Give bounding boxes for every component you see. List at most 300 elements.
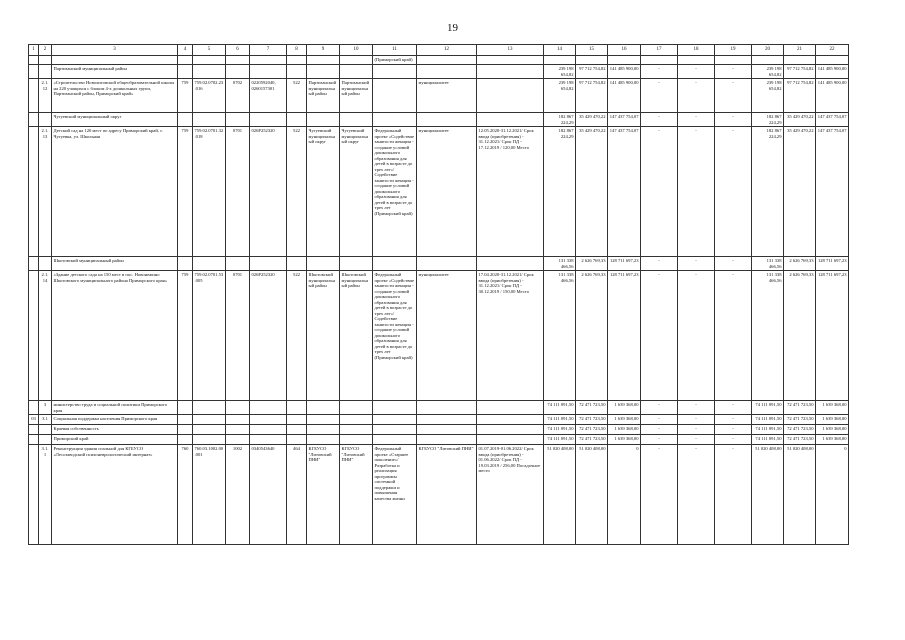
table-cell: 72 471 723,50 <box>576 415 608 425</box>
table-row <box>29 445 849 545</box>
table-cell: Федеральный проект «Содействие занятости женщин - создание условий дошкольного образования для детей в возрасте до трех лет»/Содействие занятости женщин - создание условий дошкольного образования для детей в возрасте до трех лет (Приморский край) <box>373 127 417 257</box>
table-cell <box>417 435 477 445</box>
table-cell: 03 <box>29 415 39 425</box>
table-cell: 464 <box>287 445 307 545</box>
table-cell: 239 198 654,82 <box>544 65 576 79</box>
table-cell: Чугуевский муниципальный округ <box>340 127 373 257</box>
table-cell <box>373 79 417 113</box>
table-cell <box>752 56 784 65</box>
table-cell <box>307 415 340 425</box>
table-cell: - <box>678 401 715 415</box>
table-cell <box>544 56 576 65</box>
table-cell: 72 471 723,50 <box>576 401 608 415</box>
table-cell: 0 <box>608 445 641 545</box>
table-cell: - <box>715 257 752 271</box>
table-cell: 2 626 769,33 <box>784 271 816 401</box>
table-cell <box>193 113 226 127</box>
table-cell: - <box>641 257 678 271</box>
table-cell <box>340 415 373 425</box>
data-table <box>28 44 849 545</box>
table-cell <box>784 56 816 65</box>
table-cell: 74 111 091,50 <box>752 415 784 425</box>
table-cell: - <box>715 113 752 127</box>
header-cell: 11 <box>373 45 417 56</box>
table-cell <box>307 425 340 435</box>
table-cell: 72 471 723,50 <box>784 435 816 445</box>
table-cell: КГБУСО "Литовский ПНИ" <box>307 445 340 545</box>
table-cell <box>417 65 477 79</box>
table-cell: КГБУСО "Литовский ПНИ" <box>340 445 373 545</box>
table-cell: 522 <box>287 79 307 113</box>
table-cell: 1 639 368,00 <box>816 425 849 435</box>
table-cell: 74 111 091,50 <box>752 435 784 445</box>
header-cell: 17 <box>641 45 678 56</box>
table-cell <box>340 113 373 127</box>
table-cell: 72 471 723,50 <box>576 425 608 435</box>
table-cell <box>287 415 307 425</box>
table-cell <box>39 113 52 127</box>
table-cell <box>39 65 52 79</box>
table-cell: 74 111 091,50 <box>752 425 784 435</box>
table-cell: 141 485 900,00 <box>816 79 849 113</box>
table-cell: 72 471 723,50 <box>784 401 816 415</box>
table-cell <box>193 425 226 435</box>
table-cell: муниципалитет <box>417 127 477 257</box>
table-cell <box>287 113 307 127</box>
table-cell <box>178 56 193 65</box>
table-cell: - <box>678 79 715 113</box>
table-cell: 97 712 754,82 <box>784 65 816 79</box>
table-cell: 3.1.1 <box>39 445 52 545</box>
table-cell: - <box>641 113 678 127</box>
table-cell: - <box>715 79 752 113</box>
table-cell <box>29 271 39 401</box>
table-cell <box>373 425 417 435</box>
table-cell <box>29 425 39 435</box>
table-cell <box>250 257 287 271</box>
table-cell <box>29 65 39 79</box>
table-cell <box>226 435 250 445</box>
table-cell <box>193 65 226 79</box>
table-cell <box>287 425 307 435</box>
header-cell: 14 <box>544 45 576 56</box>
table-cell: Приморский край <box>52 435 178 445</box>
table-cell: - <box>678 425 715 435</box>
table-cell: Шкотовский муниципальный район <box>307 271 340 401</box>
table-cell <box>477 79 544 113</box>
header-cell: 8 <box>287 45 307 56</box>
table-cell: 026P252320 <box>250 271 287 401</box>
table-row <box>29 425 849 435</box>
header-cell: 19 <box>715 45 752 56</box>
table-cell: 128 711 697,23 <box>816 271 849 401</box>
table-cell: - <box>715 415 752 425</box>
table-cell: 1 639 368,00 <box>608 435 641 445</box>
table-cell <box>678 56 715 65</box>
table-cell: - <box>715 425 752 435</box>
header-cell: 1 <box>29 45 39 56</box>
table-cell: Чугуевский муниципальный округ <box>52 113 178 127</box>
table-row <box>29 113 849 127</box>
table-cell: - <box>678 435 715 445</box>
table-cell: 759.02.0702.23.016 <box>193 79 226 113</box>
table-row <box>29 257 849 271</box>
table-cell: 141 485 900,00 <box>608 65 641 79</box>
table-cell: 1002 <box>226 445 250 545</box>
table-cell <box>226 425 250 435</box>
table-cell <box>340 56 373 65</box>
table-cell: «Здание детского сада на 150 мест в пос. Новонежино Шкотовского муниципального района Приморского края» <box>52 271 178 401</box>
table-cell: 1 639 368,00 <box>816 435 849 445</box>
table-cell <box>250 425 287 435</box>
header-cell: 2 <box>39 45 52 56</box>
table-cell: 147 437 754,07 <box>608 127 641 257</box>
table-cell: 239 198 654,82 <box>752 65 784 79</box>
table-cell <box>39 257 52 271</box>
table-cell: 3.1 <box>39 415 52 425</box>
table-row <box>29 79 849 113</box>
table-cell <box>226 401 250 415</box>
table-cell: - <box>678 415 715 425</box>
table-cell: - <box>715 127 752 257</box>
table-cell: - <box>641 79 678 113</box>
table-cell <box>307 257 340 271</box>
table-cell: 35 429 470,22 <box>576 113 608 127</box>
table-cell <box>373 401 417 415</box>
table-cell: 522 <box>287 271 307 401</box>
table-row <box>29 415 849 425</box>
header-cell: 5 <box>193 45 226 56</box>
table-cell <box>373 113 417 127</box>
table-cell: 97 712 754,82 <box>576 79 608 113</box>
table-cell <box>29 401 39 415</box>
table-cell: 35 429 470,22 <box>576 127 608 257</box>
table-cell <box>226 113 250 127</box>
table-cell <box>39 435 52 445</box>
table-cell <box>477 65 544 79</box>
table-cell: 759 <box>178 127 193 257</box>
table-cell: 2 626 769,33 <box>576 257 608 271</box>
table-cell <box>816 56 849 65</box>
table-cell: 760 <box>178 445 193 545</box>
page-number: 19 <box>447 22 458 34</box>
table-cell: 141 485 900,00 <box>608 79 641 113</box>
table-cell: 72 471 723,50 <box>576 435 608 445</box>
table-cell: министерство труда и социальной политики Приморского края <box>52 401 178 415</box>
table-cell: 182 867 224,29 <box>544 113 576 127</box>
table-cell: Партизанский муниципальный район <box>340 79 373 113</box>
table-cell <box>193 257 226 271</box>
table-cell <box>52 56 178 65</box>
table-cell <box>417 257 477 271</box>
table-cell <box>287 435 307 445</box>
table-cell: 51 020 408,00 <box>752 445 784 545</box>
table-cell <box>178 435 193 445</box>
header-cell: 3 <box>52 45 178 56</box>
table-cell: 128 711 697,23 <box>816 257 849 271</box>
table-cell: 51 020 408,00 <box>784 445 816 545</box>
table-cell <box>417 113 477 127</box>
table-cell: 128 711 697,23 <box>608 257 641 271</box>
header-cell: 18 <box>678 45 715 56</box>
table-cell: 147 437 754,07 <box>608 113 641 127</box>
table-cell <box>193 401 226 415</box>
table-cell: 12.05.2020-31.12.2021/ Срок ввода (приобретения) - 31.12.2021/ Срок ПД - 17.12.2019 / 120,00 Место <box>477 127 544 257</box>
table-cell: 759.02.0701.53.005 <box>193 271 226 401</box>
table-cell: Чугуевский муниципальный округ <box>307 127 340 257</box>
table-cell: 35 429 470,22 <box>784 113 816 127</box>
table-cell <box>29 257 39 271</box>
table-cell: 0220592040, 0260157301 <box>250 79 287 113</box>
table-cell <box>287 257 307 271</box>
table-cell: 182 867 224,29 <box>752 113 784 127</box>
table-cell: 128 711 697,23 <box>608 271 641 401</box>
table-cell: 147 437 754,07 <box>816 127 849 257</box>
table-cell <box>193 415 226 425</box>
table-cell: - <box>678 65 715 79</box>
table-cell <box>29 113 39 127</box>
table-cell <box>307 65 340 79</box>
table-cell <box>287 56 307 65</box>
table-cell: 01.07.2019-01.06.2022/ Срок ввода (приобретения) - 01.06.2022/ Срок ПД - 19.03.2019 / 256,00 Посадочное место <box>477 445 544 545</box>
table-cell: Реконструкция здания спальной для КГБУСО «Лесозаводский психоневрологический интернат» <box>52 445 178 545</box>
table-cell: 147 437 754,07 <box>816 113 849 127</box>
table-cell: КГБУСО "Литовский ПНИ" <box>417 445 477 545</box>
table-cell: 0702 <box>226 79 250 113</box>
table-cell <box>178 113 193 127</box>
table-row <box>29 271 849 401</box>
table-cell: - <box>715 445 752 545</box>
table-body <box>29 45 849 545</box>
table-cell <box>340 401 373 415</box>
header-cell: 7 <box>250 45 287 56</box>
table-cell <box>340 425 373 435</box>
header-cell: 15 <box>576 45 608 56</box>
table-cell <box>477 113 544 127</box>
table-cell: - <box>715 401 752 415</box>
table-cell: 141 485 900,00 <box>816 65 849 79</box>
table-cell <box>178 415 193 425</box>
table-cell: 1 639 368,00 <box>608 401 641 415</box>
table-cell: Детский сад на 120 мест по адресу Приморский край, с. Чугуевка, ул. Школьная <box>52 127 178 257</box>
table-cell <box>477 435 544 445</box>
header-cell: 16 <box>608 45 641 56</box>
table-cell: 0340543640 <box>250 445 287 545</box>
table-cell: муниципалитет <box>417 79 477 113</box>
table-cell <box>226 415 250 425</box>
table-cell <box>608 56 641 65</box>
table-cell <box>250 401 287 415</box>
table-cell: Краевая собственность <box>52 425 178 435</box>
table-cell <box>250 56 287 65</box>
table-cell <box>641 56 678 65</box>
table-row <box>29 127 849 257</box>
table-cell <box>373 65 417 79</box>
table-cell <box>715 56 752 65</box>
table-cell: - <box>641 127 678 257</box>
table-cell <box>373 415 417 425</box>
table-cell: 759.02.0701.32.018 <box>193 127 226 257</box>
table-cell: 131 338 466,56 <box>752 271 784 401</box>
table-cell <box>178 257 193 271</box>
header-cell: 21 <box>784 45 816 56</box>
table-cell: - <box>641 435 678 445</box>
table-cell: - <box>715 435 752 445</box>
table-cell: 51 020 408,00 <box>576 445 608 545</box>
table-cell <box>250 415 287 425</box>
table-cell: 182 867 224,29 <box>544 127 576 257</box>
table-cell: 2.1.14 <box>39 271 52 401</box>
header-cell: 6 <box>226 45 250 56</box>
table-cell: 97 712 754,82 <box>784 79 816 113</box>
table-cell <box>178 425 193 435</box>
table-cell <box>340 435 373 445</box>
table-cell: - <box>678 113 715 127</box>
table-cell <box>226 65 250 79</box>
header-cell: 12 <box>417 45 477 56</box>
table-cell: - <box>715 271 752 401</box>
table-cell: 17.04.2020-31.12.2021/ Срок ввода (приобретения) - 31.12.2021/ Срок ПД - 30.12.2019 / 150,00 Место <box>477 271 544 401</box>
table-cell: - <box>678 257 715 271</box>
table-cell <box>417 401 477 415</box>
table-cell: 3 <box>39 401 52 415</box>
table-cell <box>417 56 477 65</box>
table-cell: 35 429 470,22 <box>784 127 816 257</box>
table-cell <box>250 113 287 127</box>
table-cell: 2.1.12 <box>39 79 52 113</box>
table-cell: 0 <box>816 445 849 545</box>
header-cell: 22 <box>816 45 849 56</box>
table-cell <box>477 415 544 425</box>
table-cell: 74 111 091,50 <box>544 435 576 445</box>
table-cell: 131 338 466,56 <box>544 257 576 271</box>
table-cell: 759 <box>178 271 193 401</box>
table-cell <box>193 56 226 65</box>
table-row <box>29 435 849 445</box>
table-cell: 74 111 091,50 <box>544 415 576 425</box>
table-cell: - <box>641 415 678 425</box>
table-cell <box>417 425 477 435</box>
table-cell: 182 867 224,29 <box>752 127 784 257</box>
table-cell <box>287 401 307 415</box>
header-cell: 20 <box>752 45 784 56</box>
table-cell <box>250 435 287 445</box>
table-cell <box>178 401 193 415</box>
table-cell <box>226 257 250 271</box>
table-cell: - <box>678 271 715 401</box>
table-cell <box>29 127 39 257</box>
table-cell <box>307 56 340 65</box>
table-cell: - <box>641 401 678 415</box>
table-cell: муниципалитет <box>417 271 477 401</box>
table-cell: Шкотовский муниципальный район <box>52 257 178 271</box>
table-cell: 131 338 466,56 <box>752 257 784 271</box>
table-cell <box>29 445 39 545</box>
table-cell: 760.03.1002.00.001 <box>193 445 226 545</box>
table-cell <box>39 56 52 65</box>
table-cell <box>477 257 544 271</box>
table-cell: 1 639 368,00 <box>608 415 641 425</box>
table-cell <box>307 113 340 127</box>
table-cell: 026P252320 <box>250 127 287 257</box>
table-cell: Партизанский муниципальный район <box>52 65 178 79</box>
header-cell: 10 <box>340 45 373 56</box>
table-cell <box>29 56 39 65</box>
table-cell: 74 111 091,50 <box>752 401 784 415</box>
table-cell <box>226 56 250 65</box>
table-cell: 72 471 723,50 <box>784 415 816 425</box>
table-cell <box>29 79 39 113</box>
table-cell: Партизанский муниципальный район <box>307 79 340 113</box>
table-cell <box>576 56 608 65</box>
table-cell: - <box>641 425 678 435</box>
table-cell: - <box>678 127 715 257</box>
table-cell <box>340 257 373 271</box>
table-cell: 522 <box>287 127 307 257</box>
table-cell: - <box>641 445 678 545</box>
table-row <box>29 56 849 65</box>
header-row <box>29 45 849 56</box>
table-cell <box>477 401 544 415</box>
table-cell <box>477 56 544 65</box>
table-cell: 239 198 654,82 <box>752 79 784 113</box>
table-cell <box>307 401 340 415</box>
header-cell: 13 <box>477 45 544 56</box>
table-cell: 759 <box>178 79 193 113</box>
table-cell <box>178 65 193 79</box>
table-cell: Шкотовский муниципальный район <box>340 271 373 401</box>
header-cell: 4 <box>178 45 193 56</box>
table-row <box>29 65 849 79</box>
table-cell: 0701 <box>226 127 250 257</box>
table-cell: 1 639 368,00 <box>816 415 849 425</box>
table-cell <box>373 257 417 271</box>
table-cell: 2 626 769,33 <box>576 271 608 401</box>
table-cell: - <box>641 65 678 79</box>
table-cell: 1 639 368,00 <box>816 401 849 415</box>
table-cell: - <box>641 271 678 401</box>
table-cell: (Приморский край) <box>373 56 417 65</box>
table-row <box>29 401 849 415</box>
table-cell: Федеральный проект «Старшее поколение»/Разработка и реализация программы системной поддержки и повышения качества жизни <box>373 445 417 545</box>
table-cell <box>39 425 52 435</box>
table-cell: 2 626 769,33 <box>784 257 816 271</box>
table-cell <box>307 435 340 445</box>
table-cell: - <box>715 65 752 79</box>
table-cell: 74 111 091,50 <box>544 401 576 415</box>
table-cell: - <box>678 445 715 545</box>
table-cell <box>193 435 226 445</box>
table-cell: 97 712 754,82 <box>576 65 608 79</box>
table-cell: 239 198 654,82 <box>544 79 576 113</box>
table-cell: 0701 <box>226 271 250 401</box>
table-cell <box>29 435 39 445</box>
table-cell <box>477 425 544 435</box>
table-cell: Социальная поддержка населения Приморского края <box>52 415 178 425</box>
table-cell: Федеральный проект «Содействие занятости женщин - создание условий дошкольного образования для детей в возрасте до трех лет»/Содействие занятости женщин - создание условий дошкольного образования для детей в возрасте до трех лет (Приморский край) <box>373 271 417 401</box>
table-cell: 72 471 723,50 <box>784 425 816 435</box>
table-cell <box>373 435 417 445</box>
table-cell: 51 020 408,00 <box>544 445 576 545</box>
table-cell <box>340 65 373 79</box>
table-cell: 2.1.13 <box>39 127 52 257</box>
table-cell: 131 338 466,56 <box>544 271 576 401</box>
table-cell: 74 111 091,50 <box>544 425 576 435</box>
table-cell <box>287 65 307 79</box>
header-cell: 9 <box>307 45 340 56</box>
table-cell <box>417 415 477 425</box>
table-cell <box>250 65 287 79</box>
